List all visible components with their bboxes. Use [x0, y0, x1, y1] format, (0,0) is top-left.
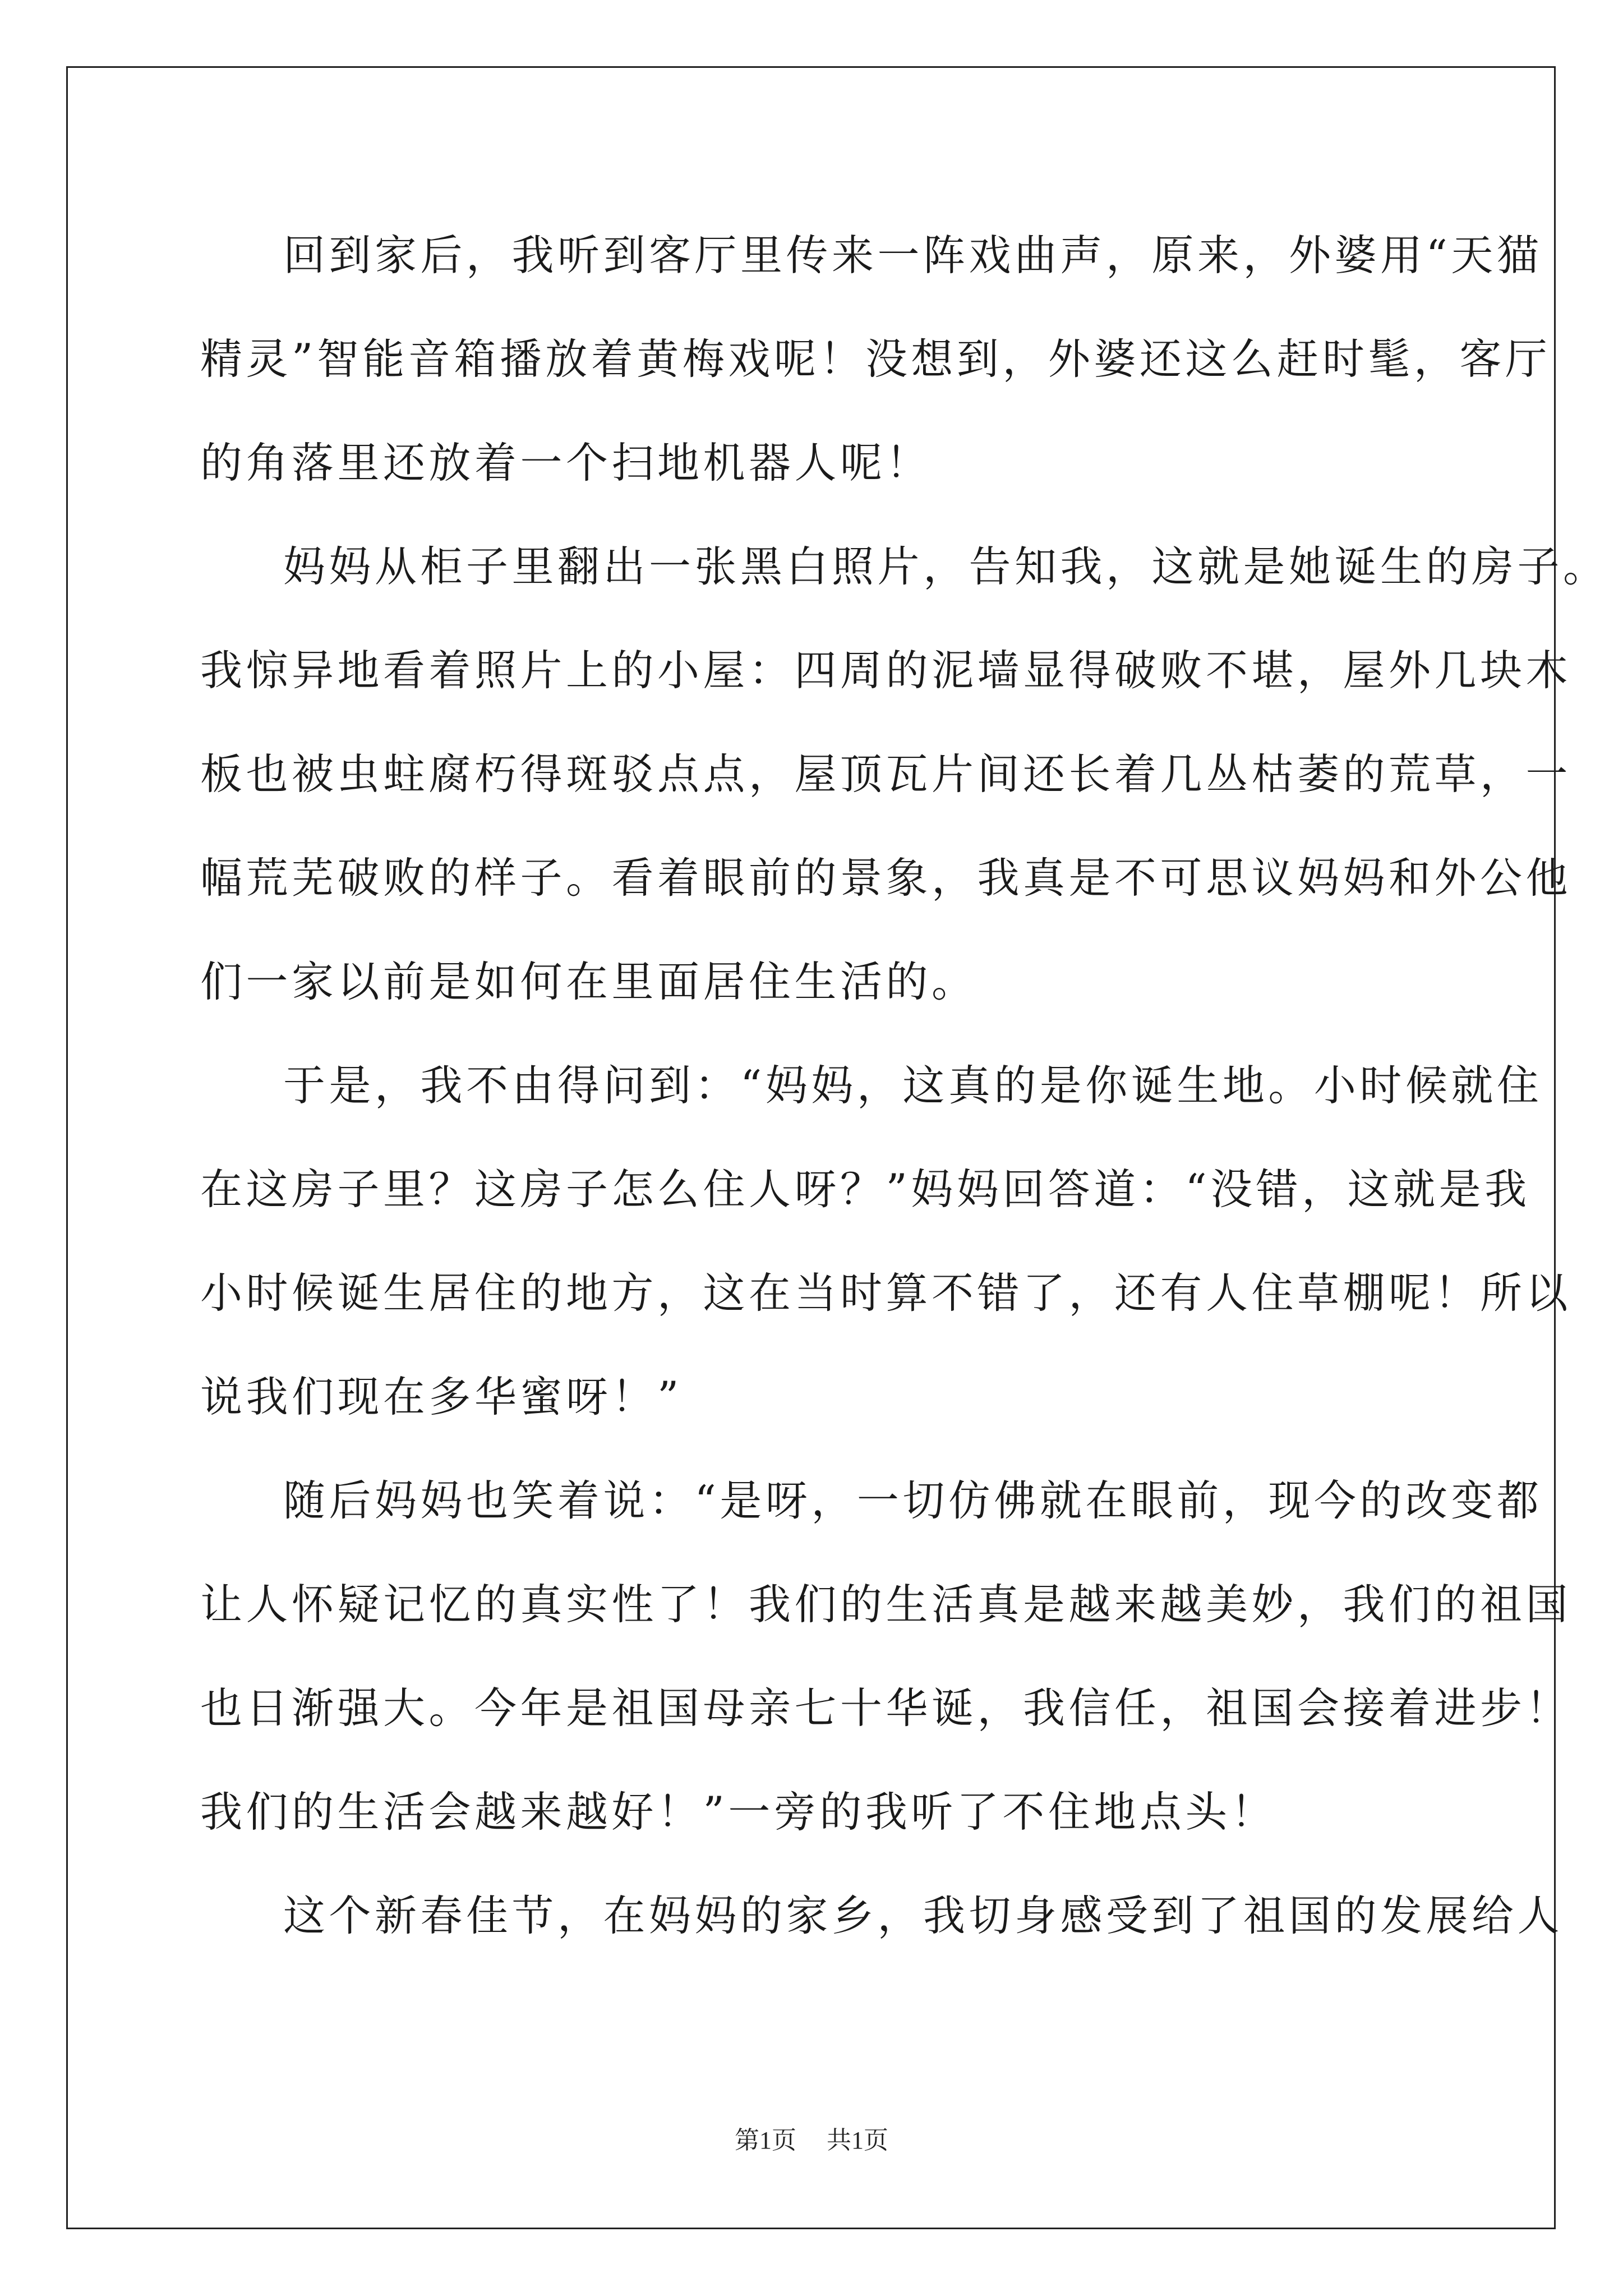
text-line: 也日渐强大。今年是祖国母亲七十华诞，我信任，祖国会接着进步！ [200, 1683, 1572, 1733]
text-line: 精灵”智能音箱播放着黄梅戏呢！没想到，外婆还这么赶时髦，客厅 [200, 334, 1551, 384]
text-line: 在这房子里？这房子怎么住人呀？”妈妈回答道：“没错，这就是我 [200, 1165, 1530, 1214]
text-line: 这个新春佳节，在妈妈的家乡，我切身感受到了祖国的发展给人 [283, 1891, 1564, 1940]
text-line: 说我们现在多华蜜呀！” [200, 1372, 683, 1421]
text-line: 妈妈从柜子里翻出一张黑白照片，告知我，这就是她诞生的房子。 [283, 542, 1609, 591]
text-line: 我惊异地看着照片上的小屋：四周的泥墙显得破败不堪，屋外几块木 [200, 646, 1572, 695]
page-total: 共1页 [827, 2127, 888, 2154]
text-line: 我们的生活会越来越好！”一旁的我听了不住地点头！ [200, 1787, 1277, 1837]
text-line: 让人怀疑记忆的真实性了！我们的生活真是越来越美妙，我们的祖国 [200, 1580, 1572, 1629]
text-line: 幅荒芜破败的样子。看着眼前的景象，我真是不可思议妈妈和外公他 [200, 853, 1572, 903]
page-footer [0, 2124, 1623, 2157]
text-line: 板也被虫蛀腐朽得斑驳点点，屋顶瓦片间还长着几丛枯萎的荒草，一 [200, 749, 1572, 799]
text-line: 们一家以前是如何在里面居住生活的。 [200, 957, 978, 1006]
page-number: 第1页 [735, 2127, 796, 2154]
text-line: 于是，我不由得问到：“妈妈，这真的是你诞生地。小时候就住 [283, 1061, 1543, 1110]
text-line: 的角落里还放着一个扫地机器人呢！ [200, 438, 932, 487]
text-line: 随后妈妈也笑着说：“是呀，一切仿佛就在眼前，现今的改变都 [283, 1476, 1543, 1525]
text-line: 回到家后，我听到客厅里传来一阵戏曲声，原来，外婆用“天猫 [283, 231, 1543, 280]
text-line: 小时候诞生居住的地方，这在当时算不错了，还有人住草棚呢！所以 [200, 1268, 1572, 1318]
